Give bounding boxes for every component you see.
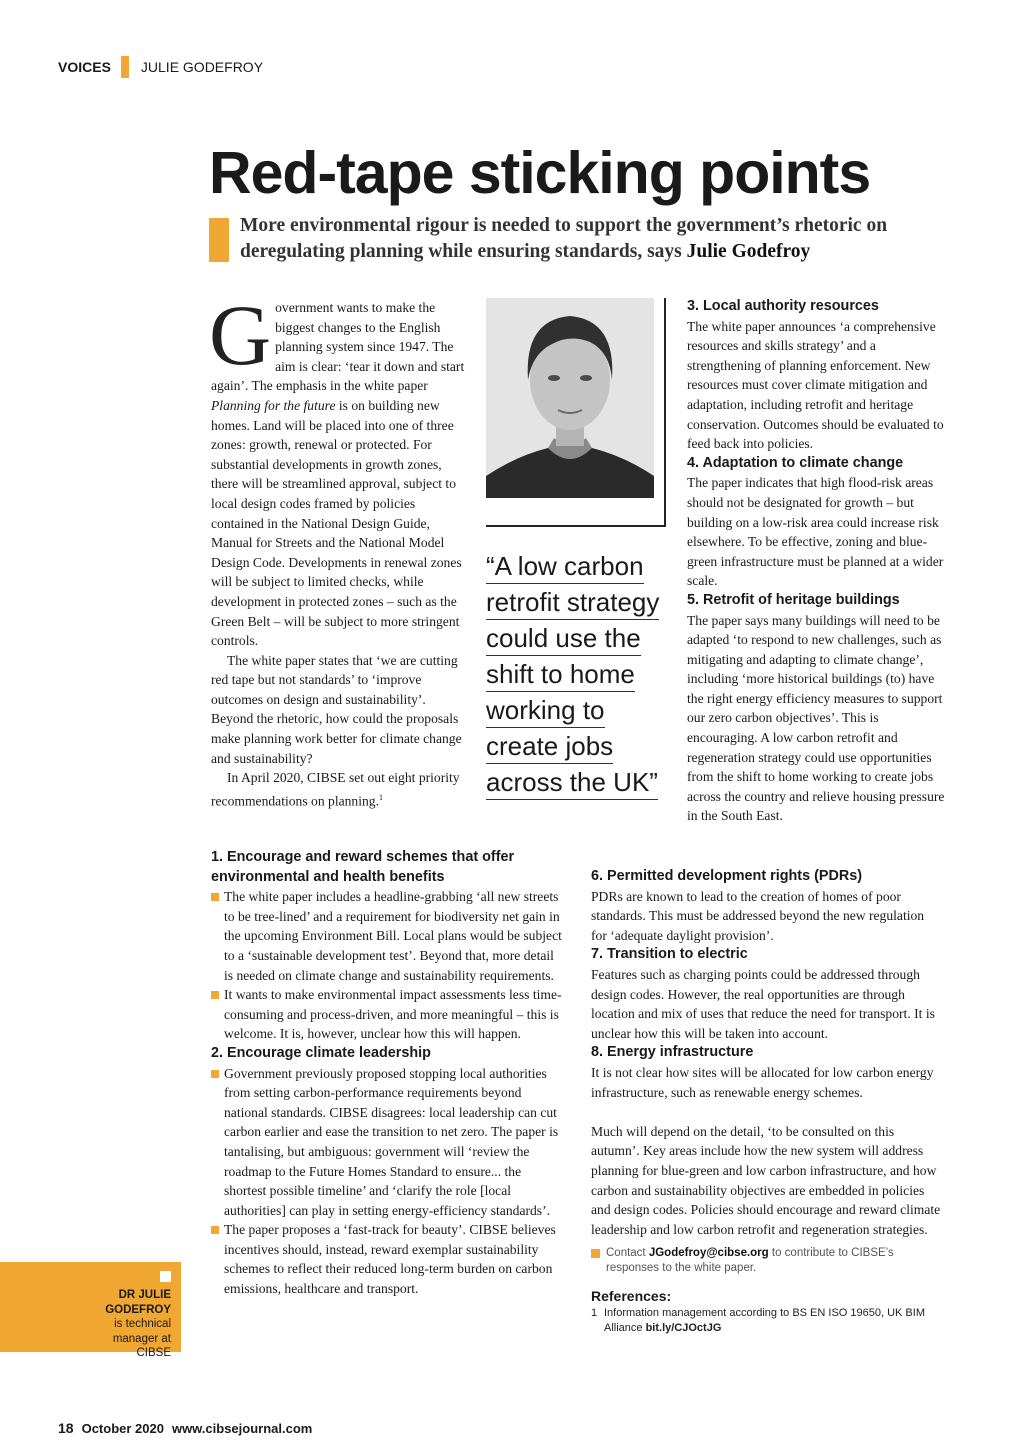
intro-paragraph-2: The white paper states that ‘we are cutting red tape but not standards’ to ‘improve outcomes on design and sustainability’. Beyond the rhetoric, how could the proposals make planning work better for climate change and sustainability? (211, 652, 462, 766)
contact-pre: Contact (606, 1247, 649, 1260)
pull-quote-line: could use the (486, 622, 641, 656)
pull-quote-line: retrofit strategy (486, 586, 659, 620)
drop-cap: G (209, 287, 272, 383)
section-header (58, 56, 263, 78)
photo-frame-line-horizontal (486, 525, 666, 527)
page-number: 18 (58, 1420, 74, 1436)
section-body-3: The white paper announces ‘a comprehensive resources and skills strategy’ and a strengthening of planning enforcement. New resources must cover climate mitigation and adaptation, including retrofit and heritage conservation. Outcomes should be evaluated to feed back into policies. (687, 318, 944, 452)
header-divider (121, 56, 129, 78)
section-heading-3: 3. Local authority resources (687, 298, 879, 314)
section-body-6: PDRs are known to lead to the creation of homes of poor standards. This must be addressed beyond the new regulation for ‘adequate daylight provision’. (591, 888, 925, 943)
intro-paragraph-3 (211, 768, 466, 811)
intro-text-1a: overnment wants to make the biggest changes to the English planning system since 1947. The aim is clear: ‘tear it down and start again’. The emphasis in the white paper (211, 300, 465, 394)
intro-column (209, 287, 466, 811)
section-body-5: The paper says many buildings will need to be adapted ‘to respond to new challenges, such as mitigating and adapting to climate change’, including ‘more historical buildings (to) have the right energy efficiency measures to support our zero carbon objectives’. This is encouraging. A low carbon retrofit and regeneration strategy could use opportunities from the shift to home working to create jobs across the country and relieve housing pressure in the South East. (687, 612, 945, 824)
headline: Red-tape sticking points (209, 140, 871, 206)
contact-email[interactable]: JGodefroy@cibse.org (648, 1247, 769, 1260)
section-heading-7: 7. Transition to electric (591, 946, 748, 963)
bio-name-line-2: GODEFROY (105, 1303, 171, 1316)
conclusion: Much will depend on the detail, ‘to be consulted on this autumn’. Key areas include how the new system will address planning for blue-green and low carbon infrastructure, and how carbon and sustainability objectives are embedded in policies and design codes. Policies should encourage and reward climate leadership and low carbon retrofit and regeneration strategies. (591, 1123, 941, 1237)
issue-date: October 2020 (81, 1421, 164, 1436)
intro-text-3: In April 2020, CIBSE set out eight priority recommendations on planning. (211, 770, 460, 809)
contact-note (591, 1246, 941, 1276)
author-photo (486, 298, 654, 498)
bullet-item: Government previously proposed stopping local authorities from setting carbon-performance requirements beyond national standards. CIBSE disagrees: local leadership can cut carbon earlier and ease the transition to net zero. The paper is tantalising, but ambiguous: government will ‘review the roadmap to the Future Homes Standard to ensure... the shortest possible timeline’ and ‘clarify the role [local authorities] can play in setting energy-efficiency standards’. (211, 1064, 563, 1221)
section-body-8: It is not clear how sites will be allocated for low carbon energy infrastructure, such as renewable energy schemes. (591, 1064, 934, 1100)
bio-role: is technical manager at CIBSE (112, 1318, 171, 1359)
reference-mark: 1 (379, 792, 383, 802)
section-heading-4: 4. Adaptation to climate change (687, 454, 904, 471)
lower-right-column (591, 867, 941, 1336)
pull-quote-line: create jobs (486, 730, 613, 764)
references-heading: References: (591, 1288, 672, 1305)
bio-name-line-1: DR JULIE (118, 1289, 171, 1301)
bio-text (21, 1288, 171, 1361)
section-body-7: Features such as charging points could be addressed through design codes. However, the real opportunities are through location and mix of uses that reduce the need for transport. It is unclear how this will be taken into account. (591, 966, 935, 1041)
standfirst (240, 213, 940, 265)
pull-quote-line: working to (486, 694, 605, 728)
website-link[interactable]: www.cibsejournal.com (171, 1421, 313, 1436)
white-paper-title: Planning for the future (211, 397, 336, 413)
section-heading-1: 1. Encourage and reward schemes that offer environmental and health benefits (211, 849, 515, 885)
standfirst-author: Julie Godefroy (686, 241, 811, 262)
pull-quote-line: “A low carbon (486, 550, 644, 584)
contact-bullet (591, 1249, 600, 1258)
pull-quote-line: shift to home (486, 658, 635, 692)
contact-post: to contribute to CIBSE’s responses to the white paper. (606, 1247, 894, 1275)
pull-quote-line: across the UK” (486, 766, 658, 800)
section-heading-2: 2. Encourage climate leadership (211, 1044, 431, 1061)
right-column-top (687, 297, 945, 826)
intro-paragraph-1 (209, 287, 466, 651)
bullet-item: The white paper includes a headline-grabbing ‘all new streets to be tree-lined’ and a requirement for biodiversity net gain in the upcoming Environment Bill. Local plans would be subject to a ‘sustainable development test’. Beyond that, more detail is needed on climate change and sustainability requirements. (211, 887, 563, 985)
section-heading-6: 6. Permitted development rights (PDRs) (591, 868, 863, 884)
reference-link[interactable]: bit.ly/CJOctJG (645, 1322, 722, 1335)
intro-text-1b: is on building new homes. Land will be placed into one of three zones: growth, renewal or protected. For substantial developments in growth zones, there will be streamlined approval, subject to local design codes framed by policies contained in the National Design Guide, Manual for Streets and the National Model Design Code. Developments in renewal zones will be subject to limited checks, while development in protected zones – such as the Green Belt – will be subject to more stringent controls. (211, 397, 462, 649)
standfirst-text: More environmental rigour is needed to support the government’s rhetoric on deregulating planning while ensuring standards, says (240, 215, 888, 262)
bio-square-icon (160, 1271, 171, 1282)
section-heading-5: 5. Retrofit of heritage buildings (687, 591, 900, 608)
photo-frame-line-vertical (664, 298, 666, 526)
bullet-item: The paper proposes a ‘fast-track for beauty’. CIBSE believes incentives should, instead, reward exemplar sustainability schemes to reflect their reduced long-term burden on carbon emissions, healthcare and transport. (211, 1220, 563, 1298)
lower-left-column (211, 848, 563, 1299)
standfirst-bar (209, 218, 229, 262)
portrait-illustration (486, 298, 654, 498)
reference-number: 1 (591, 1307, 598, 1320)
header-author: JULIE GODEFROY (140, 59, 264, 75)
pull-quote (486, 550, 666, 802)
reference-item (591, 1306, 941, 1336)
reference-text: Information management according to BS EN ISO 19650, UK BIM Alliance (604, 1307, 925, 1335)
bullet-item: It wants to make environmental impact assessments less time-consuming and process-driven, and more meaningful – this is welcome. It is, however, unclear how this will happen. (211, 985, 563, 1044)
section-heading-8: 8. Energy infrastructure (591, 1044, 754, 1061)
section-body-4: The paper indicates that high flood-risk areas should not be designated for growth – but building on a low-risk area could increase risk elsewhere. To be effective, zoning and blue-green infrastructure must be planned at a wider scale. (687, 475, 944, 589)
author-bio-box (0, 1262, 181, 1359)
section-label: VOICES (58, 59, 111, 75)
page-footer (58, 1420, 312, 1436)
